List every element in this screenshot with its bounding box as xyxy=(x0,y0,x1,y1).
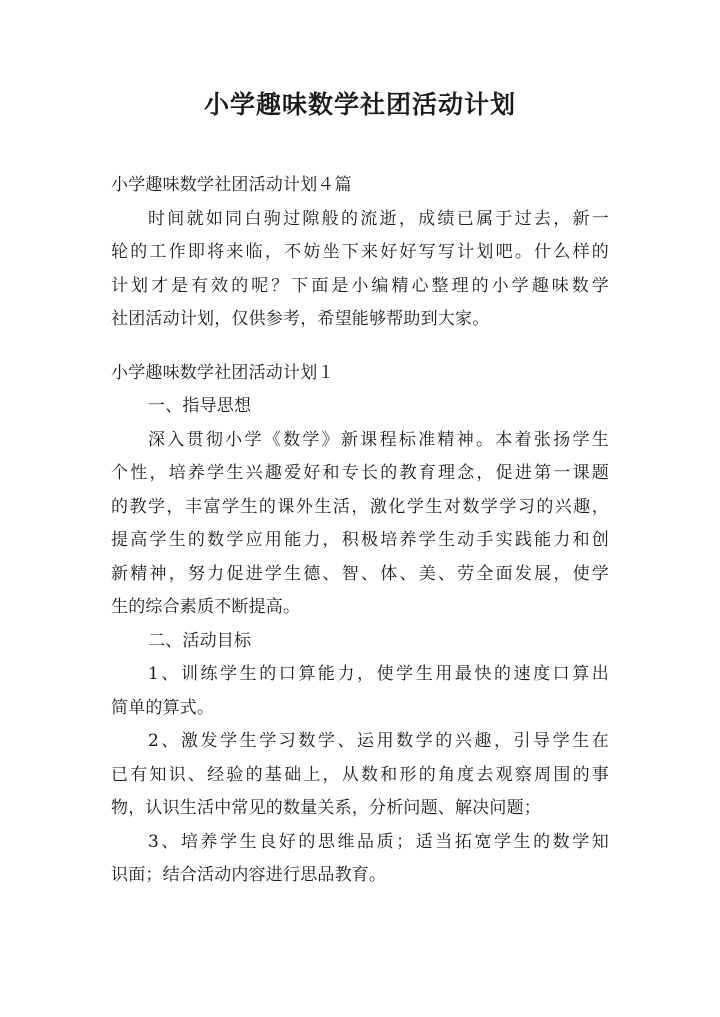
document-subtitle: 小学趣味数学社团活动计划４篇 xyxy=(111,175,352,195)
paragraph-line: 轮的工作即将来临，不妨坐下来好好写写计划吧。什么样的 xyxy=(111,242,609,262)
paragraph-line: 的教学，丰富学生的课外生活，激化学生对数学学习的兴趣， xyxy=(111,496,609,517)
part-heading: 一、指导思想 xyxy=(148,396,252,416)
goal-item-3 xyxy=(111,826,609,893)
paragraph-line: 3、培养学生良好的思维品质；适当拓宽学生的数学知 xyxy=(148,831,609,852)
paragraph-line: 1、训练学生的口算能力，使学生用最快的速度口算出 xyxy=(148,664,609,684)
paragraph-line: 生的综合素质不断提高。 xyxy=(111,597,301,617)
paragraph-line: 识面；结合活动内容进行思品教育。 xyxy=(111,865,387,885)
document-body xyxy=(111,169,609,893)
paragraph-line: 已有知识、经验的基础上，从数和形的角度去观察周围的事 xyxy=(111,764,609,785)
goal-item-2 xyxy=(111,725,609,826)
guiding-ideology-paragraph xyxy=(111,424,609,625)
paragraph-line: 深入贯彻小学《数学》新课程标准精神。本着张扬学生 xyxy=(148,429,609,450)
paragraph-line: 2、激发学生学习数学、运用数学的兴趣，引导学生在 xyxy=(148,731,609,751)
paragraph-line: 时间就如同白驹过隙般的流逝，成绩已属于过去，新一 xyxy=(148,208,609,229)
goal-item-1 xyxy=(111,658,609,725)
paragraph-line: 简单的算式。 xyxy=(111,697,215,718)
intro-paragraph xyxy=(111,203,609,337)
paragraph-line: 物，认识生活中常见的数量关系，分析问题、解决问题； xyxy=(111,798,541,818)
paragraph-line: 新精神，努力促进学生德、智、体、美、劳全面发展，使学 xyxy=(111,563,609,584)
page-title: 小学趣味数学社团活动计划 xyxy=(203,90,516,119)
paragraph-line: 提高学生的数学应用能力，积极培养学生动手实践能力和创 xyxy=(111,530,609,550)
part-heading: 二、活动目标 xyxy=(148,630,252,651)
paragraph-line: 计划才是有效的呢？下面是小编精心整理的小学趣味数学 xyxy=(111,275,609,296)
paragraph-line: 社团活动计划，仅供参考，希望能够帮助到大家。 xyxy=(111,309,490,329)
section-gap xyxy=(111,337,609,357)
section-heading: 小学趣味数学社团活动计划１ xyxy=(111,362,335,383)
paragraph-line: 个性，培养学生兴趣爱好和专长的教育理念，促进第一课题 xyxy=(111,463,609,483)
